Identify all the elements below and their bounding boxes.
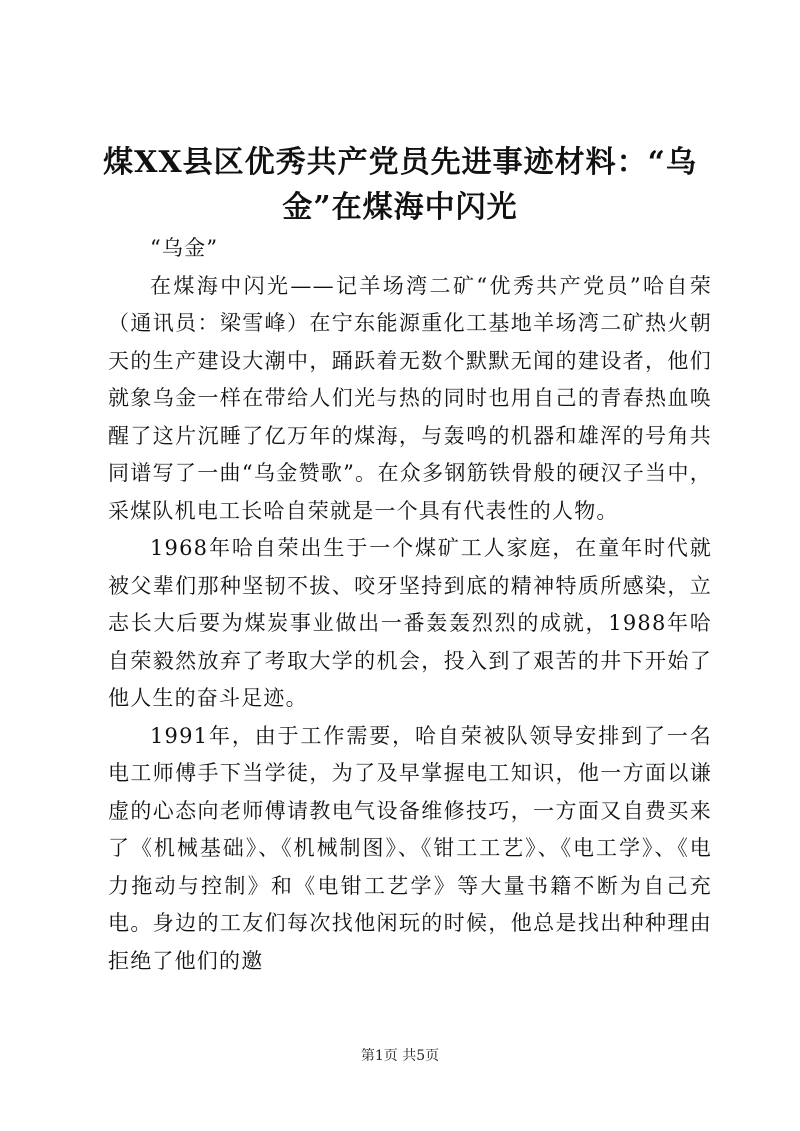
paragraph-intro: 在煤海中闪光——记羊场湾二矿“优秀共产党员”哈自荣（通讯员：梁雪峰）在宁东能源重化工基地羊场湾二矿热火朝天的生产建设大潮中，踊跃着无数个默默无闻的建设者，他们就象乌金一样在带给人们光与热的同时也用自己的青春热血唤醒了这片沉睡了亿万年的煤海，与轰鸣的机器和雄浑的号角共同谱写了一曲“乌金赞歌”。在众多钢筋铁骨般的硬汉子当中，采煤队机电工长哈自荣就是一个具有代表性的人物。 [108,273,712,523]
paragraph-apprenticeship: 1991年，由于工作需要，哈自荣被队领导安排到了一名电工师傅手下当学徒，为了及早掌握电工知识，他一方面以谦虚的心态向老师傅请教电气设备维修技巧，一方面又自费买来了《机械基础》、《机械制图》、《钳工工艺》、《电工学》、《电力拖动与控制》和《电钳工艺学》等大量书籍不断为自己充电。身边的工友们每次找他闲玩的时候，他总是找出种种理由拒绝了他们的邀 [108,723,712,973]
paragraph-early-life: 1968年哈自荣出生于一个煤矿工人家庭，在童年时代就被父辈们那种坚韧不拔、咬牙坚持到底的精神特质所感染，立志长大后要为煤炭事业做出一番轰轰烈烈的成就，1988年哈自荣毅然放弃了考取大学的机会，投入到了艰苦的井下开始了他人生的奋斗足迹。 [108,536,712,710]
page-footer: 第1页 共5页 [360,1048,440,1064]
paragraph-subtitle: “乌金” [150,236,219,260]
document-body [108,230,712,980]
document-title: 煤XX县区优秀共产党员先进事迹材料：“乌金”在煤海中闪光 [103,145,697,225]
